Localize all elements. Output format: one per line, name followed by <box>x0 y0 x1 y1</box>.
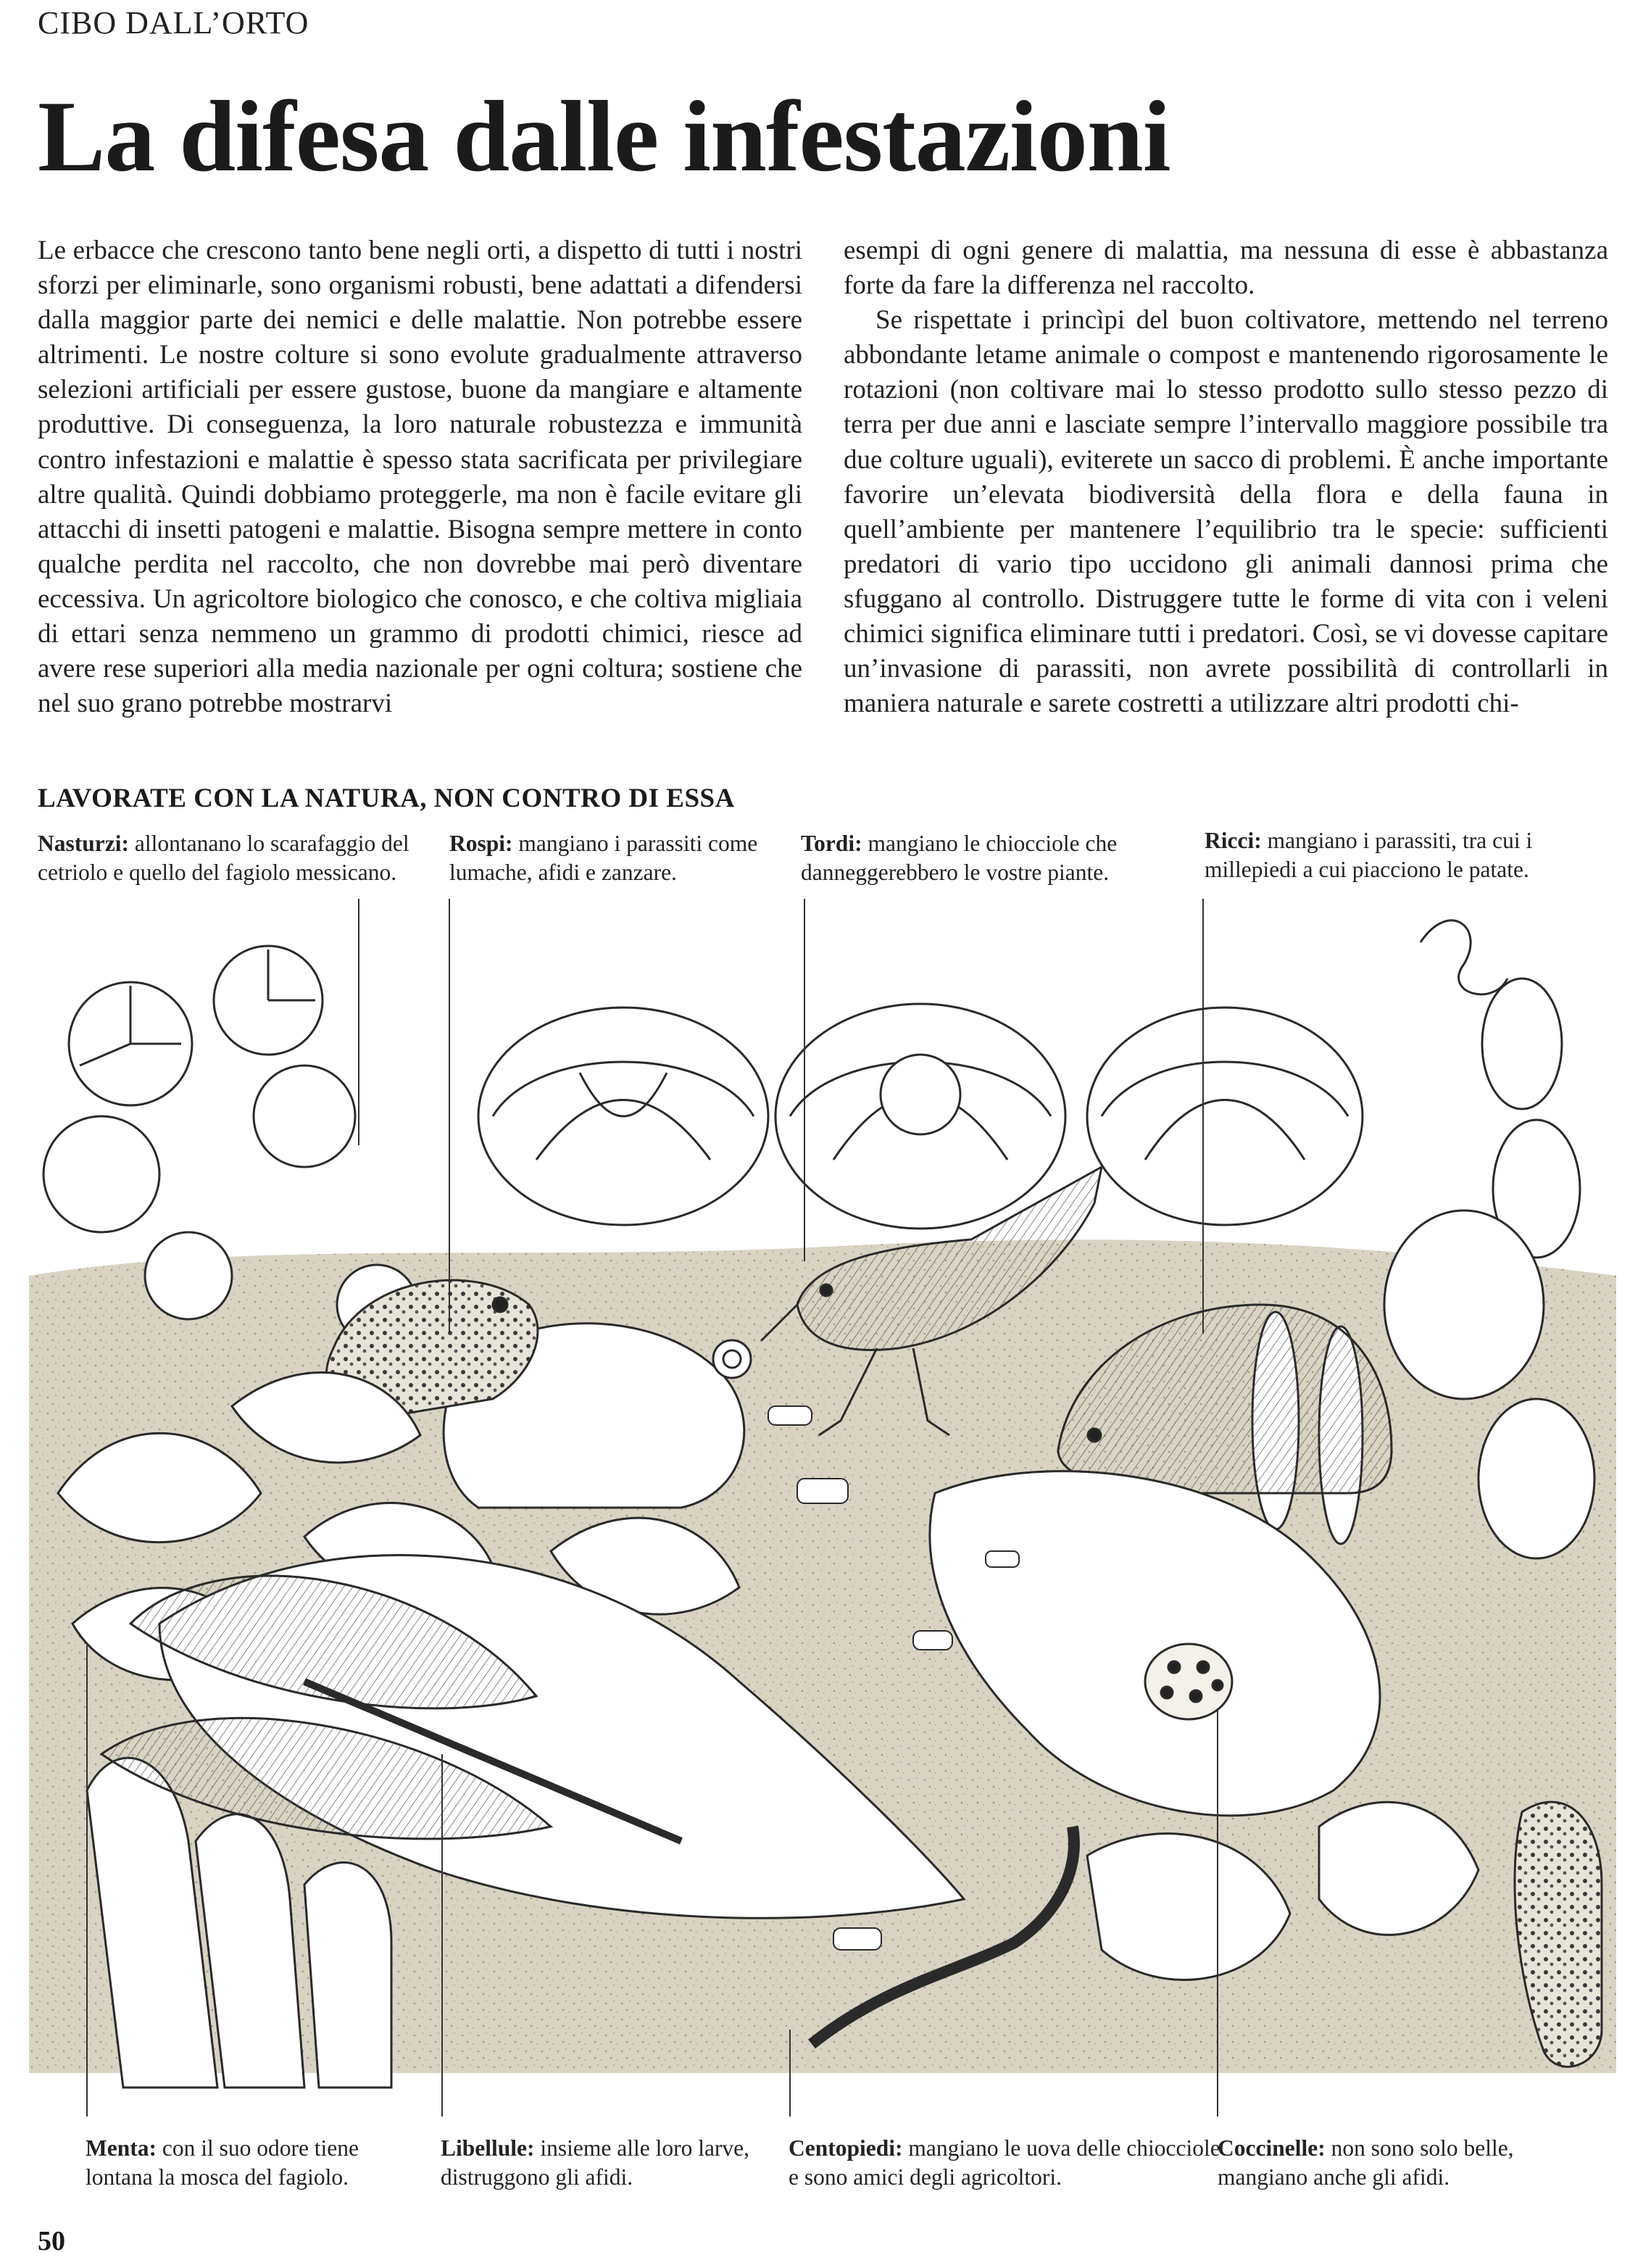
caption-centopiedi <box>789 2134 1223 2192</box>
caption-text: mangiano i parassiti come lumache, afidi e zanzare. <box>449 831 758 885</box>
caption-coccinelle <box>1218 2134 1609 2192</box>
caption-tordi <box>801 829 1185 887</box>
page-number: 50 <box>38 2226 65 2256</box>
caption-text: non sono solo belle, mangiano anche gli afidi. <box>1218 2135 1514 2190</box>
cabbage-left <box>478 1008 768 1225</box>
caption-label: Coccinelle: <box>1218 2135 1326 2161</box>
illustration-heading: LAVORATE CON LA NATURA, NON CONTRO DI ESSA <box>38 784 735 813</box>
caption-text: allontanano lo scarafaggio del cetriolo e quello del fagiolo messicano. <box>38 831 409 885</box>
caption-text: con il suo odore tiene lontana la mosca del fagiolo. <box>86 2135 359 2190</box>
section-label: CIBO DALL’ORTO <box>38 5 309 41</box>
cabbage-center <box>775 1004 1065 1229</box>
caption-label: Rospi: <box>449 831 513 856</box>
garden-illustration <box>29 899 1616 2117</box>
body-paragraph: esempi di ogni genere di malattia, ma nessuna di esse è abbastanza forte da fare la differenza nel raccolto. <box>844 236 1608 301</box>
body-paragraph: Le erbacce che crescono tanto bene negli orti, a dispetto di tutti i nostri sforzi per eliminarle, sono organismi robusti, bene adattati a difendersi dalla maggior parte dei nemici e delle malattie. Non potrebbe essere altrimenti. Le nostre colture si sono evolute gradualmente attraverso selezioni artificiali per essere gustose, buone da mangiare e altamente produttive. Di conseguenza, la loro naturale robustezza e immunità contro infestazioni e malattie è spesso stata sacrificata per privilegiare altre qualità. Quindi dobbiamo proteggerle, ma non è facile evitare gli attacchi di insetti patogeni e malattie. Bisogna sempre mettere in conto qualche perdita nel raccolto, che non dovrebbe mai però diventare eccessiva. Un agricoltore biologico che conosco, e che coltiva migliaia di ettari senza nemmeno un grammo di prodotti chimici, riesce ad avere rese superiori alla media nazionale per ogni coltura; sostiene che nel suo grano potrebbe mostrarvi <box>38 236 802 719</box>
caption-ricci <box>1205 826 1610 884</box>
caption-text: mangiano le uova delle chiocciole e sono amici degli agricoltori. <box>789 2135 1220 2190</box>
caption-label: Nasturzi: <box>38 831 129 856</box>
caption-text: mangiano le chiocciole che danneggerebbero le vostre piante. <box>801 831 1118 885</box>
caption-label: Menta: <box>86 2135 157 2161</box>
cabbage-right <box>1087 1008 1363 1225</box>
snail <box>713 1340 751 1378</box>
caption-rospi <box>449 829 783 887</box>
body-column-left <box>38 233 802 721</box>
caption-libellule <box>441 2134 781 2192</box>
body-column-right <box>844 233 1608 721</box>
caption-label: Tordi: <box>801 831 862 856</box>
caption-label: Ricci: <box>1205 828 1262 853</box>
caption-label: Centopiedi: <box>789 2135 903 2161</box>
ladybird <box>1145 1644 1232 1719</box>
body-paragraph: Se rispettate i princìpi del buon coltivatore, mettendo nel terreno abbondante letame animale o compost e mantenendo rigorosamente le rotazioni (non coltivare mai lo stesso prodotto sullo stesso pezzo di terra per due anni e lasciate sempre l’intervallo maggiore possibile tra due colture uguali), eviterete un sacco di problemi. È anche importante favorire un’elevata biodiversità della flora e della fauna in quell’ambiente per mantenere l’equilibrio tra le specie: sufficienti predatori di vario tipo uccidono gli animali dannosi prima che sfuggano al controllo. Distruggere tutte le forme di vita con i veleni chimici significa eliminare tutti i predatori. Così, se vi dovesse capitare un’invasione di parassiti, non avrete possibilità di controllarli in maniera naturale e sarete costretti a utilizzare altri prodotti chi- <box>844 305 1608 719</box>
caption-menta <box>86 2134 426 2192</box>
page-title: La difesa dalle infestazioni <box>38 80 1170 193</box>
caption-label: Libellule: <box>441 2135 535 2161</box>
caption-nasturzi <box>38 829 440 887</box>
caption-text: mangiano i parassiti, tra cui i millepiedi a cui piacciono le patate. <box>1205 828 1533 882</box>
caption-text: insieme alle loro larve, distruggono gli afidi. <box>441 2135 750 2190</box>
